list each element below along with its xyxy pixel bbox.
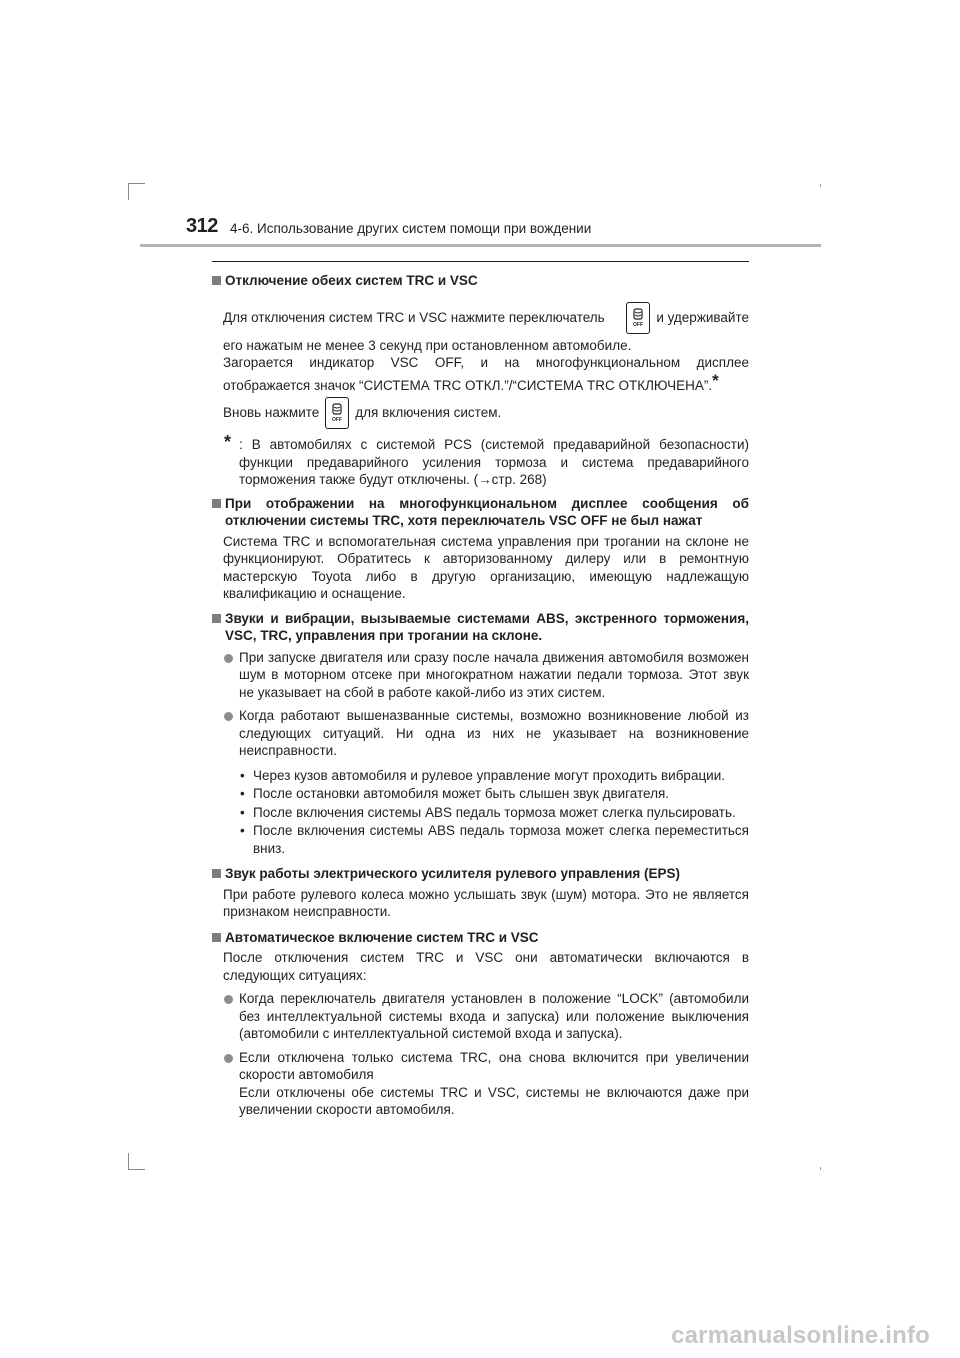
paragraph: отображается значок “СИСТЕМА TRC ОТКЛ.”/“СИСТЕМА TRC ОТКЛЮЧЕНА”.*	[223, 370, 719, 393]
sub-list-item	[212, 804, 749, 822]
sub-list-item	[212, 767, 749, 785]
list-item-text: При запуске двигателя или сразу после начала движения автомобиля возможен шум в моторном отсеке при многократном нажатии педали тормоза. Этот звук не указывает на сбой в работе какой-либо из этих систем.	[239, 649, 749, 700]
section-heading	[212, 272, 749, 290]
section-heading	[212, 865, 749, 883]
instruction-text: Вновь нажмите	[223, 405, 320, 421]
switch-instruction-line	[223, 396, 749, 430]
svg-text:OFF: OFF	[332, 417, 343, 423]
crop-mark-top-right	[820, 184, 821, 187]
page-number: 312	[186, 215, 218, 237]
footnote	[212, 432, 749, 489]
square-marker-icon	[212, 499, 221, 508]
section-heading	[212, 929, 749, 947]
paragraph: его нажатым не менее 3 секунд при остановленном автомобиле.	[223, 337, 632, 353]
section-heading-text: Звук работы электрического усилителя рулевого управления (EPS)	[225, 866, 681, 881]
footnote-mark: *	[712, 370, 719, 390]
square-marker-icon	[212, 614, 221, 623]
list-item-text: Когда работают вышеназванные системы, возможно возникновение любой из следующих ситуаций. Ни одна из них не указывает на возникновение неисправности.	[239, 708, 749, 758]
crop-mark-bottom-left-vertical	[128, 1153, 129, 1170]
list-item-text: Если отключена только система TRC, она снова включится при увеличении скорости автомобиля	[239, 1049, 749, 1082]
list-item-text: Когда переключатель двигателя установлен в положение “LOCK” (автомобили без интеллектуальной системы входа и запуска) или положение выключения (автомобили с интеллектуальной системой входа и запуска).	[239, 991, 749, 1041]
section-body	[223, 299, 749, 431]
content-top-rule	[212, 261, 749, 262]
instruction-text: Для отключения систем TRC и VSC нажмите переключатель	[223, 309, 605, 325]
section-heading-text: Отключение обеих систем TRC и VSC	[225, 273, 478, 288]
square-marker-icon	[212, 933, 221, 942]
square-marker-icon	[212, 276, 221, 285]
section-heading	[212, 495, 749, 530]
list-item	[212, 1049, 749, 1119]
sub-list-item-text: После остановки автомобиля может быть слышен звук двигателя.	[253, 786, 670, 801]
circle-bullet-icon	[224, 712, 233, 721]
crop-mark-top-left-vertical	[128, 183, 129, 200]
sub-list-item-text: После включения системы ABS педаль тормоза может слегка переместиться вниз.	[253, 823, 749, 856]
square-marker-icon	[212, 869, 221, 878]
section-heading-text: Звуки и вибрации, вызываемые системами ABS, экстренного торможения, VSC, TRC, управления при трогании на склоне.	[225, 610, 749, 643]
list-item	[212, 990, 749, 1043]
paragraph: Система TRC и вспомогательная система управления при трогании на склоне не функционируют. Обратитесь к авторизованному дилеру или в ремонтную мастерскую Toyota либо в другую организацию, имеющую надлежащую квалификацию и оснащение.	[223, 533, 749, 601]
circle-bullet-icon	[224, 1054, 233, 1063]
list-item-text: Если отключены обе системы TRC и VSC, системы не включаются даже при увеличении скорости автомобиля.	[239, 1084, 749, 1117]
header-rule	[140, 244, 821, 247]
footnote-mark: *	[224, 432, 232, 452]
watermark: carmanualsonline.info	[671, 1322, 930, 1349]
crop-mark-bottom-right	[820, 1167, 821, 1170]
list-item	[212, 707, 749, 760]
paragraph: Загорается индикатор VSC OFF, и на многофункциональном дисплее	[223, 355, 749, 370]
page-content	[212, 266, 749, 1119]
svg-text:OFF: OFF	[633, 321, 644, 328]
vsc-off-switch-icon	[325, 397, 349, 429]
crop-mark-bottom-left-horizontal	[128, 1169, 145, 1170]
vsc-off-switch-icon	[626, 302, 650, 334]
sub-list-item	[212, 822, 749, 857]
instruction-text-after: и удерживайте	[656, 309, 749, 325]
sub-bullet-marker: •	[240, 786, 245, 801]
section-heading-text: Автоматическое включение систем TRC и VSC	[225, 929, 539, 945]
crop-mark-top-left-horizontal	[128, 183, 145, 184]
section-heading-text: При отображении на многофункциональном дисплее сообщения об отключении системы TRC, хотя переключатель VSC OFF не был нажат	[225, 495, 749, 528]
instruction-text-after: для включения систем.	[355, 405, 502, 421]
sub-list-item	[212, 785, 749, 803]
paragraph: После отключения систем TRC и VSC они автоматически включаются в следующих ситуациях:	[223, 950, 749, 983]
switch-instruction-line	[223, 299, 749, 337]
circle-bullet-icon	[224, 995, 233, 1004]
chapter-title: 4-6. Использование других систем помощи при вождении	[230, 221, 592, 236]
sub-list-item-text: После включения системы ABS педаль тормоза может слегка пульсировать.	[253, 804, 736, 820]
sub-list-item-text: Через кузов автомобиля и рулевое управление могут проходить вибрации.	[253, 767, 726, 783]
list-item	[212, 649, 749, 702]
circle-bullet-icon	[224, 654, 233, 663]
sub-bullet-marker: •	[240, 804, 245, 820]
sub-bullet-marker: •	[240, 767, 245, 783]
paragraph: При работе рулевого колеса можно услышать звук (шум) мотора. Это не является признаком неисправности.	[223, 886, 749, 919]
section-heading	[212, 610, 749, 645]
footnote-text: : В автомобилях с системой PCS (системой предаварийной безопасности) функции предаварийного усиления тормоза и система предаварийного торможения также будут отключены. (→стр. 268)	[239, 437, 749, 487]
sub-bullet-marker: •	[240, 823, 245, 838]
